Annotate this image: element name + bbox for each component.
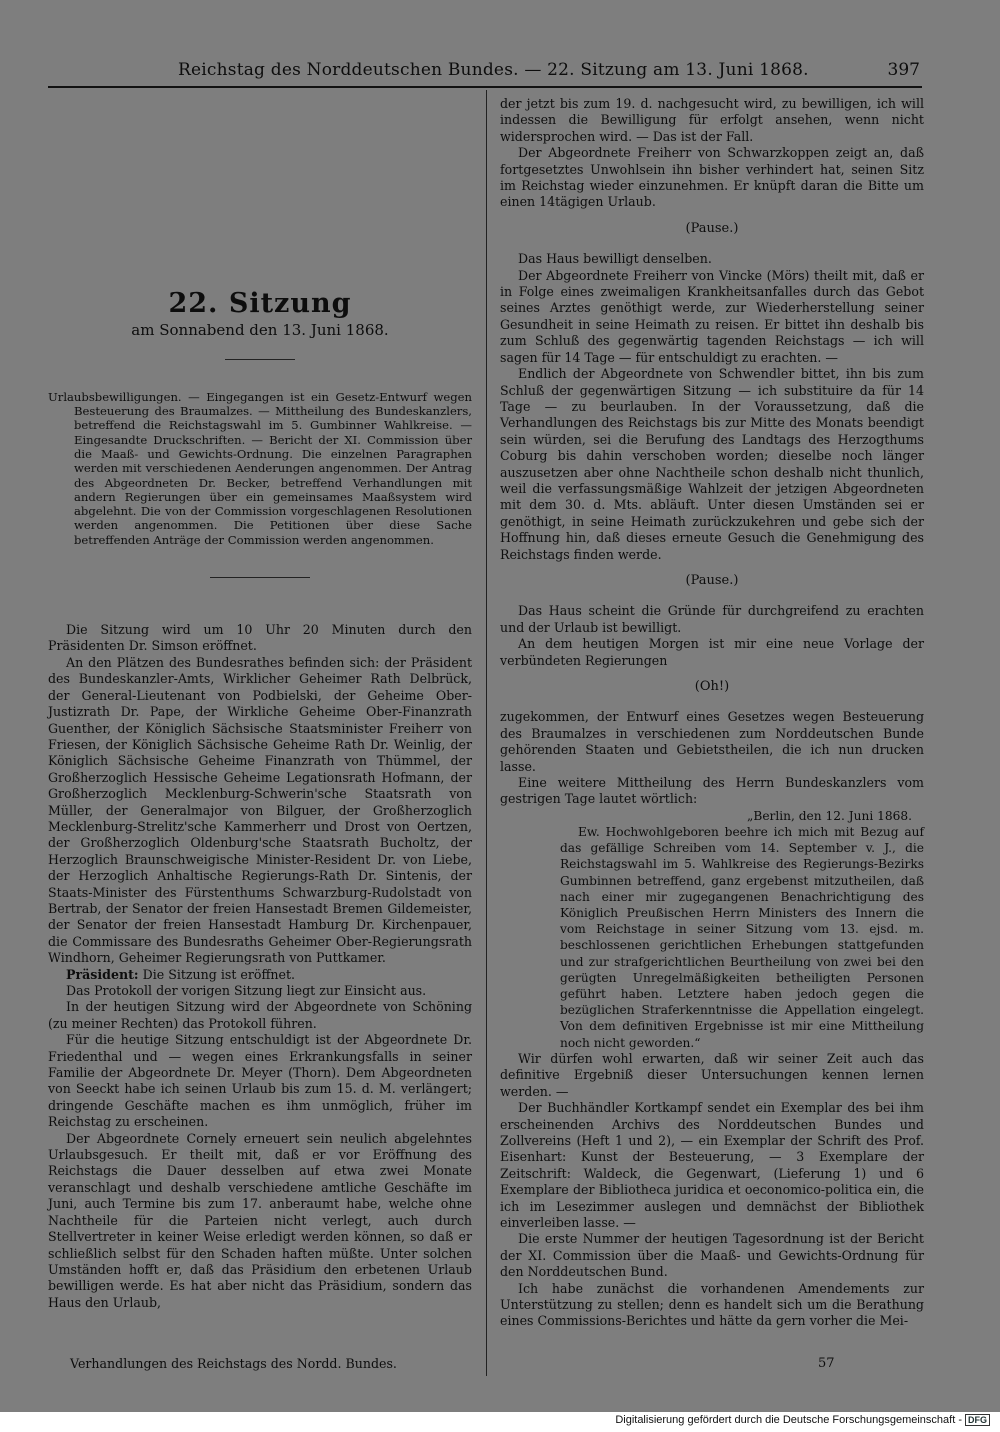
signature-mark: 57 [818, 1356, 835, 1371]
interjection: (Oh!) [694, 679, 730, 694]
paragraph: Für die heutige Sitzung entschuldigt ist der Abgeordnete Dr. Friedenthal und — wegen eines Erkrankungsfalls in seiner Familie der Abgeordnete Dr. Meyer (Thorn). Dem Abgeordneten von Seeckt habe ich seinen Urlaub bis zum 15. d. M. verlängert; dringende Geschäfte machen es ihm unmöglich, früher im Reichstag zu erscheinen. [48, 1032, 472, 1130]
paragraph: Das Protokoll der vorigen Sitzung liegt zur Einsicht aus. [66, 983, 427, 999]
summary-divider [210, 577, 310, 578]
paragraph: der jetzt bis zum 19. d. nachgesucht wird, zu bewilligen, ich will indessen die Bewilligung für erfolgt ansehen, wenn nicht widersprochen wird. — Das ist der Fall. [500, 96, 924, 144]
paragraph: Ich habe zunächst die vorhandenen Amendements zur Unterstützung zu stellen; denn es handelt sich um die Berathung eines Commissions-Berichtes und hätte da gern vorher die Mei- [500, 1280, 924, 1329]
column-divider [486, 90, 487, 1376]
president-text: Die Sitzung ist eröffnet. [142, 966, 296, 982]
letter-date: „Berlin, den 12. Juni 1868. [747, 808, 912, 823]
paragraph-president [48, 967, 472, 983]
dfg-logo: DFG [965, 1414, 990, 1426]
right-column [500, 96, 924, 1330]
paragraph: zugekommen, der Entwurf eines Gesetzes wegen Besteuerung des Braumalzes in verschiedenen zum Norddeutschen Bunde gehörenden Staaten und Gebietstheilen, die ich nun drucken lasse. [500, 709, 924, 774]
letter-body: Ew. Hochwohlgeboren beehre ich mich mit Bezug auf das gefällige Schreiben vom 14. September v. J., die Reichstagswahl im 5. Wahlkreise des Regierungs-Bezirks Gumbinnen betreffend, ganz ergebenst mitzutheilen, daß nach einer mir zugegangenen Benachrichtigung des Königlich Preußischen Herrn Ministers des Innern die vom Reichstage in seiner Sitzung vom 13. ejsd. m. beschlossenen gerichtlichen Erhebungen stattgefunden und zur strafgerichtlichen Beurtheilung von zwei bei den gerügten Unregelmäßigkeiten betheiligten Personen geführt haben. Letztere haben jedoch gegen die bezüglichen Straferkenntnisse die Appellation eingelegt. Von dem definitiven Ergebnisse ist mir eine Mittheilung noch nicht geworden.“ [560, 825, 924, 1050]
paragraph: Der Abgeordnete Freiherr von Vincke (Mörs) theilt mit, daß er in Folge eines zweimaligen Krankheitsanfalles durch das Gebot seines Arztes genöthigt werde, zur Wiederherstellung seiner Gesundheit in seine Heimath zu reisen. Er bittet ihn deshalb bis zum Schluß des gegenwärtig tagenden Reichstags — ich will sagen für 14 Tage — für entschuldigt zu erachten. — [500, 267, 924, 365]
paragraph: Der Abgeordnete Cornely erneuert sein neulich abgelehntes Urlaubsgesuch. Er theilt mit, daß er vor Eröffnung des Reichstags die Dauer desselben auf etwa zwei Monate veranschlagt und deshalb verschiedene amtliche Geschäfte im Juni, auch Termine bis zum 17. anberaumt habe, welche ohne Nachtheile für die Parteien nicht verlegt, auch durch Stellvertreter in keiner Weise erledigt werden können, so daß er schließlich selbst für den Schaden haften müßte. Unter solchen Umständen hofft er, daß das Präsidium den erbetenen Urlaub bewilligen werde. Es hat aber nicht das Präsidium, sondern das Haus den Urlaub, [48, 1130, 472, 1310]
left-body [48, 622, 472, 1311]
paragraph: Der Buchhändler Kortkampf sendet ein Exemplar des bei ihm erscheinenden Archivs des Norddeutschen Bundes und Zollvereins (Heft 1 und 2), — ein Exemplar der Schrift des Prof. Eisenhart: Kunst der Besteuerung, — 3 Exemplare der Zeitschrift: Waldeck, die Gegenwart, (Lieferung 1) und 6 Exemplare der Bibliotheca juridica et oeconomico-politica ein, die ich im Lesezimmer auslegen und demnächst der Bibliothek einverleiben lasse. — [500, 1100, 924, 1230]
paragraph: Endlich der Abgeordnete von Schwendler bittet, ihn bis zum Schluß der gegenwärtigen Sitzung — ich substituire da für 14 Tage — zu beurlauben. In der Voraussetzung, daß die Verhandlungen des Reichstags bis zur Mitte des Monats beendigt sein würden, sei die Berufung des Landtags des Herzogthums Coburg bis dahin verschoben worden; dieselbe noch länger auszusetzen aber ohne Nachtheile schon deshalb nicht thunlich, weil die verfassungsmäßige Wahlzeit der jetzigen Abgeordneten mit dem 30. d. Mts. abläuft. Unter diesen Umständen sei er genöthigt, in seine Heimath zurückzukehren und gebe sich der Hoffnung hin, daß dieses erneute Gesuch die Genehmigung des Reichstags finden werde. [500, 366, 924, 562]
paragraph: Die Sitzung wird um 10 Uhr 20 Minuten durch den Präsidenten Dr. Simson eröffnet. [48, 622, 472, 654]
paragraph: In der heutigen Sitzung wird der Abgeordnete von Schöning (zu meiner Rechten) das Protokoll führen. [48, 999, 472, 1031]
title-divider [225, 359, 295, 360]
left-column [48, 96, 472, 1311]
paragraph: An dem heutigen Morgen ist mir eine neue Vorlage der verbündeten Regierungen [500, 636, 924, 668]
summary-text: Urlaubsbewilligungen. — Eingegangen ist ein Gesetz-Entwurf wegen Besteuerung des Braumalzes. — Mittheilung des Bundeskanzlers, betreffend die Reichstagswahl im 5. Gumbinner Wahlkreise. — Eingesandte Druckschriften. — Bericht der XI. Commission über die Maaß- und Gewichts-Ordnung. Die einzelnen Paragraphen werden mit verschiedenen Aenderungen angenommen. Der Antrag des Abgeordneten Dr. Becker, betreffend Verhandlungen mit andern Regierungen über ein gemeinsames Maaßsystem wird abgelehnt. Die von der Commission vorgeschlagenen Resolutionen werden angenommen. Die Petitionen über diese Sache betreffenden Anträge der Commission werden angenommen. [48, 389, 472, 547]
president-label: Präsident: [66, 966, 139, 982]
session-title: 22. Sitzung [168, 288, 352, 319]
session-subtitle: am Sonnabend den 13. Juni 1868. [131, 321, 389, 340]
running-header [0, 58, 1000, 82]
running-title: Reichstag des Norddeutschen Bundes. — 22. Sitzung am 13. Juni 1868. [178, 60, 809, 80]
pause-note: (Pause.) [685, 220, 739, 236]
digitization-credit [598, 1414, 990, 1430]
page-number: 397 [887, 60, 920, 80]
paragraph: Die erste Nummer der heutigen Tagesordnung ist der Bericht der XI. Commission über die Maaß- und Gewichts-Ordnung für den Norddeutschen Bund. [500, 1231, 924, 1280]
paragraph: Der Abgeordnete Freiherr von Schwarzkoppen zeigt an, daß fortgesetztes Unwohlsein ihn bisher verhindert hat, seinen Sitz im Reichstag wieder einzunehmen. Er knüpft daran die Bitte um einen 14tägigen Urlaub. [500, 145, 924, 210]
paragraph: An den Plätzen des Bundesrathes befinden sich: der Präsident des Bundeskanzler-Amts, Wirklicher Geheimer Rath Delbrück, der General-Lieutenant von Podbielski, der Geheime Ober-Justizrath Dr. Pape, der Wirkliche Geheime Ober-Finanzrath Guenther, der Königlich Sächsische Staatsminister Freiherr von Friesen, der Königlich Sächsische Geheime Rath Dr. Weinlig, der Königlich Sächsische Geheime Finanzrath von Thümmel, der Großherzoglich Hessische Geheime Legationsrath Hofmann, der Großherzoglich Mecklenburg-Schwerin'sche Staatsrath von Müller, der Generalmajor von Bilguer, der Großherzoglich Mecklenburg-Strelitz'sche Kammerherr und Drost von Oertzen, der Großherzoglich Oldenburg'sche Staatsrath Bucholtz, der Herzoglich Braunschweigische Minister-Resident Dr. von Liebe, der Herzoglich Anhaltische Regierungs-Rath Dr. Sintenis, der Staats-Minister des Fürstenthums Schwarzburg-Rudolstadt von Bertrab, der Senator der freien Hansestadt Bremen Gildemeister, der Senator der freien Hansestadt Hamburg Dr. Kirchenpauer, die Commissare des Bundesraths Geheimer Ober-Regierungsrath Windhorn, Geheimer Regierungsrath von Puttkamer. [48, 654, 472, 966]
footer-publication: Verhandlungen des Reichstags des Nordd. Bundes. [70, 1356, 397, 1371]
paragraph: Das Haus bewilligt denselben. [518, 251, 712, 267]
credit-text: Digitalisierung gefördert durch die Deutsche Forschungsgemeinschaft - [615, 1414, 962, 1426]
header-rule [48, 86, 922, 88]
session-summary [48, 390, 472, 547]
pause-note: (Pause.) [685, 572, 739, 588]
paragraph: Das Haus scheint die Gründe für durchgreifend zu erachten und der Urlaub ist bewilligt. [500, 603, 924, 635]
paragraph: Eine weitere Mittheilung des Herrn Bundeskanzlers vom gestrigen Tage lautet wörtlich: [500, 775, 924, 807]
quoted-letter [500, 808, 924, 1051]
paragraph: Wir dürfen wohl erwarten, daß wir seiner Zeit auch das definitive Ergebniß dieser Untersuchungen kennen lernen werden. — [500, 1050, 924, 1099]
